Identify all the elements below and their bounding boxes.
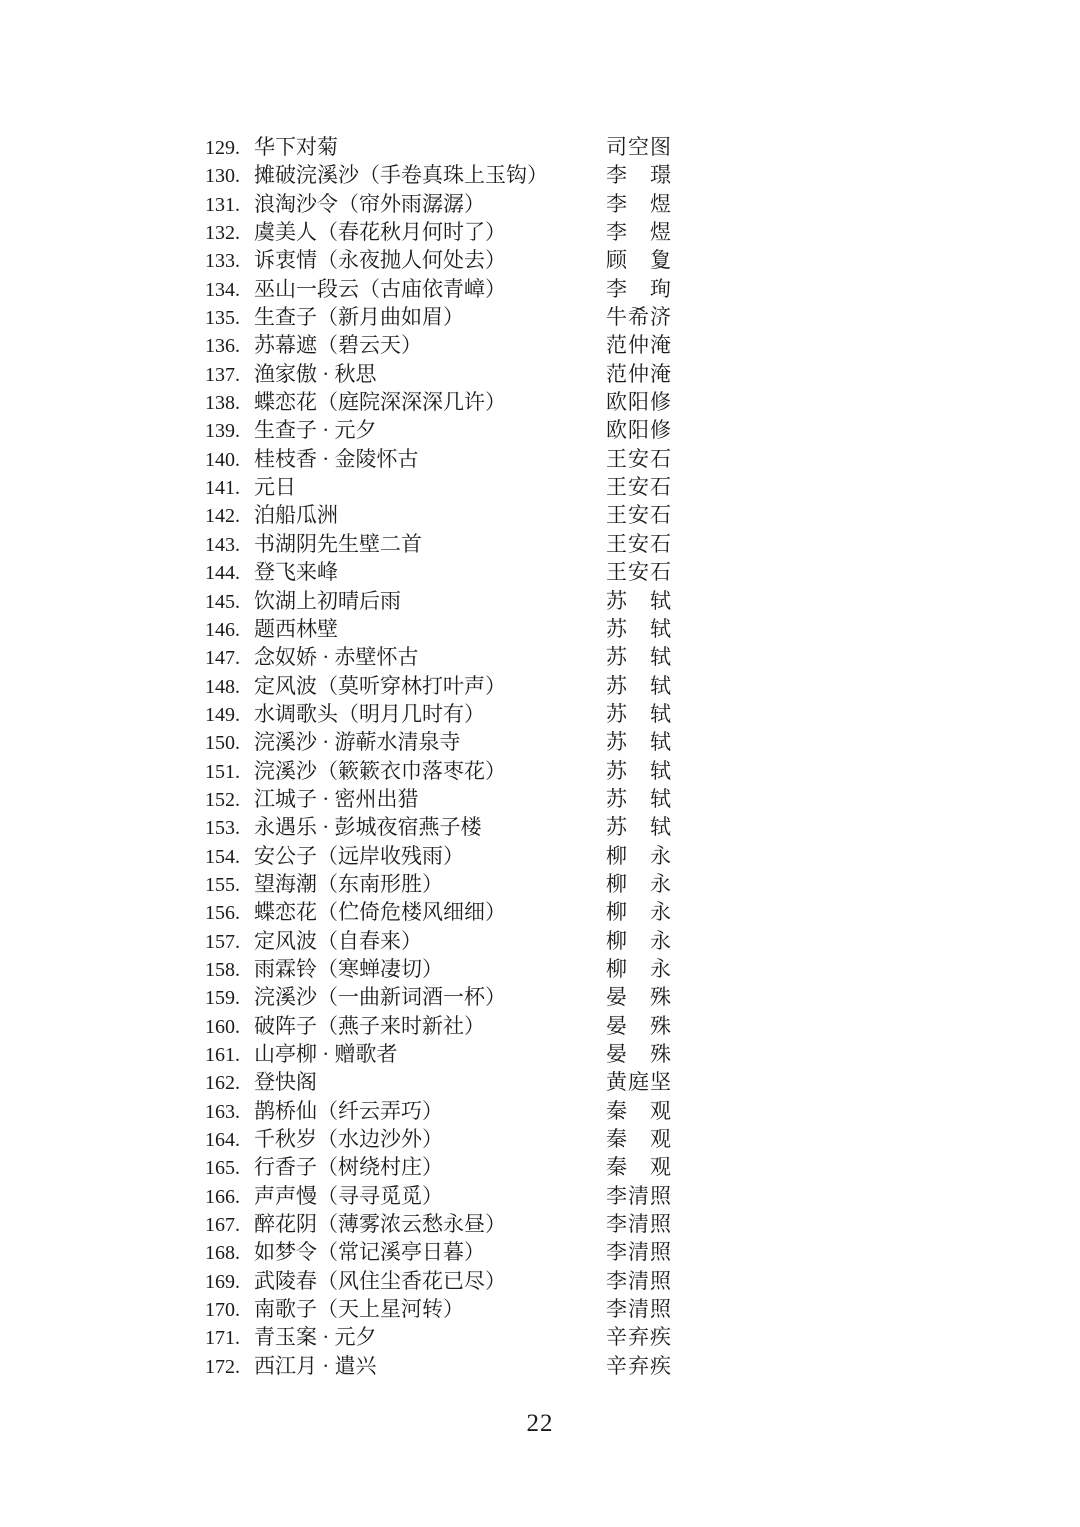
toc-entry bbox=[205, 161, 671, 189]
entry-title: 桂枝香 · 金陵怀古 bbox=[254, 446, 419, 471]
toc-entry bbox=[205, 1238, 671, 1266]
entry-title: 诉衷情（永夜抛人何处去） bbox=[254, 248, 506, 273]
entry-author: 王安石 bbox=[606, 446, 671, 471]
entry-title: 饮湖上初晴后雨 bbox=[254, 588, 401, 613]
toc-entry bbox=[205, 1323, 671, 1351]
toc-entry bbox=[205, 275, 671, 303]
entry-author: 李清照 bbox=[606, 1297, 671, 1322]
entry-number: 148. bbox=[205, 675, 240, 698]
toc-entry bbox=[205, 445, 671, 473]
entry-title: 醉花阴（薄雾浓云愁永昼） bbox=[254, 1212, 506, 1237]
entry-title: 江城子 · 密州出猎 bbox=[254, 786, 419, 811]
entry-number: 152. bbox=[205, 788, 240, 811]
entry-number: 135. bbox=[205, 307, 240, 330]
entry-number: 134. bbox=[205, 278, 240, 301]
toc-entry bbox=[205, 558, 671, 586]
toc-entry bbox=[205, 133, 671, 161]
toc-entry bbox=[205, 587, 671, 615]
entry-title: 浣溪沙（簌簌衣巾落枣花） bbox=[254, 758, 506, 783]
entry-title: 生查子 · 元夕 bbox=[254, 418, 377, 443]
entry-number: 131. bbox=[205, 193, 240, 216]
entry-number: 164. bbox=[205, 1129, 240, 1152]
entry-title: 元日 bbox=[254, 475, 296, 500]
entry-number: 141. bbox=[205, 477, 240, 500]
entry-title: 摊破浣溪沙（手卷真珠上玉钩） bbox=[254, 163, 548, 188]
entry-author: 王安石 bbox=[606, 560, 671, 585]
entry-number: 133. bbox=[205, 250, 240, 273]
entry-number: 165. bbox=[205, 1157, 240, 1180]
entry-author: 司空图 bbox=[606, 135, 671, 159]
entry-number: 166. bbox=[205, 1185, 240, 1208]
entry-title: 浣溪沙（一曲新词酒一杯） bbox=[254, 985, 506, 1010]
toc-entry bbox=[205, 190, 671, 218]
entry-author: 李煜 bbox=[606, 220, 671, 245]
entry-number: 153. bbox=[205, 817, 240, 840]
entry-title: 华下对菊 bbox=[254, 135, 338, 159]
entry-number: 155. bbox=[205, 873, 240, 896]
entry-title: 登飞来峰 bbox=[254, 560, 338, 585]
entry-title: 西江月 · 遣兴 bbox=[254, 1353, 377, 1378]
toc-entry bbox=[205, 643, 671, 671]
toc-entry bbox=[205, 813, 671, 841]
entry-number: 168. bbox=[205, 1242, 240, 1265]
toc-entry bbox=[205, 983, 671, 1011]
entry-number: 154. bbox=[205, 845, 240, 868]
entry-author: 李清照 bbox=[606, 1240, 671, 1265]
entry-number: 172. bbox=[205, 1355, 240, 1378]
entry-author: 顾夐 bbox=[606, 248, 671, 273]
entry-author: 柳永 bbox=[606, 956, 671, 981]
entry-title: 破阵子（燕子来时新社） bbox=[254, 1013, 485, 1038]
toc-entry bbox=[205, 1125, 671, 1153]
entry-title: 如梦令（常记溪亭日暮） bbox=[254, 1240, 485, 1265]
entry-author: 辛弃疾 bbox=[606, 1353, 671, 1378]
entry-author: 李清照 bbox=[606, 1183, 671, 1208]
entry-author: 晏殊 bbox=[606, 1013, 671, 1038]
entry-author: 苏轼 bbox=[606, 758, 671, 783]
entry-title: 定风波（自春来） bbox=[254, 928, 422, 953]
entry-author: 李璟 bbox=[606, 163, 671, 188]
entry-title: 安公子（远岸收残雨） bbox=[254, 843, 464, 868]
entry-title: 青玉案 · 元夕 bbox=[254, 1325, 377, 1350]
entry-author: 晏殊 bbox=[606, 985, 671, 1010]
entry-author: 苏轼 bbox=[606, 730, 671, 755]
entry-author: 王安石 bbox=[606, 475, 671, 500]
toc-entry bbox=[205, 1267, 671, 1295]
entry-number: 145. bbox=[205, 590, 240, 613]
entry-author: 范仲淹 bbox=[606, 333, 671, 358]
entry-number: 138. bbox=[205, 392, 240, 415]
entry-number: 147. bbox=[205, 647, 240, 670]
entry-author: 晏殊 bbox=[606, 1042, 671, 1066]
toc-entry bbox=[205, 615, 671, 643]
entry-number: 150. bbox=[205, 732, 240, 755]
entry-number: 137. bbox=[205, 363, 240, 386]
entry-number: 156. bbox=[205, 902, 240, 925]
entry-title: 题西林壁 bbox=[254, 616, 338, 641]
entry-title: 登快阁 bbox=[254, 1070, 317, 1095]
entry-title: 武陵春（风住尘香花已尽） bbox=[254, 1268, 506, 1293]
entry-number: 161. bbox=[205, 1044, 240, 1066]
entry-title: 虞美人（春花秋月何时了） bbox=[254, 220, 506, 245]
entry-number: 171. bbox=[205, 1327, 240, 1350]
entry-author: 苏轼 bbox=[606, 645, 671, 670]
entry-number: 144. bbox=[205, 562, 240, 585]
entry-number: 132. bbox=[205, 222, 240, 245]
entry-title: 定风波（莫听穿林打叶声） bbox=[254, 673, 506, 698]
toc-entry bbox=[205, 218, 671, 246]
entry-title: 雨霖铃（寒蝉凄切） bbox=[254, 956, 443, 981]
entry-number: 170. bbox=[205, 1299, 240, 1322]
toc-entry bbox=[205, 955, 671, 983]
toc-entry bbox=[205, 700, 671, 728]
entry-title: 水调歌头（明月几时有） bbox=[254, 701, 485, 726]
entry-author: 柳永 bbox=[606, 928, 671, 953]
toc-entry bbox=[205, 530, 671, 558]
toc-entry bbox=[205, 1068, 671, 1096]
entry-author: 李清照 bbox=[606, 1268, 671, 1293]
entry-author: 李清照 bbox=[606, 1212, 671, 1237]
toc-entry bbox=[205, 416, 671, 444]
page-number: 22 bbox=[526, 1410, 554, 1437]
entry-author: 黄庭坚 bbox=[606, 1070, 671, 1095]
toc-entry bbox=[205, 927, 671, 955]
entry-number: 167. bbox=[205, 1214, 240, 1237]
entry-author: 柳永 bbox=[606, 843, 671, 868]
toc-list bbox=[205, 133, 671, 1380]
entry-title: 巫山一段云（古庙依青嶂） bbox=[254, 276, 506, 301]
entry-title: 行香子（树绕村庄） bbox=[254, 1155, 443, 1180]
toc-entry bbox=[205, 1040, 671, 1068]
entry-author: 李煜 bbox=[606, 191, 671, 216]
entry-number: 169. bbox=[205, 1270, 240, 1293]
entry-number: 142. bbox=[205, 505, 240, 528]
entry-number: 157. bbox=[205, 930, 240, 953]
toc-entry bbox=[205, 870, 671, 898]
toc-entry bbox=[205, 360, 671, 388]
toc-entry bbox=[205, 1182, 671, 1210]
entry-author: 苏轼 bbox=[606, 588, 671, 613]
entry-author: 苏轼 bbox=[606, 701, 671, 726]
toc-entry bbox=[205, 785, 671, 813]
entry-number: 130. bbox=[205, 165, 240, 188]
entry-number: 151. bbox=[205, 760, 240, 783]
entry-number: 146. bbox=[205, 618, 240, 641]
entry-author: 欧阳修 bbox=[606, 418, 671, 443]
entry-author: 秦观 bbox=[606, 1127, 671, 1152]
toc-entry bbox=[205, 842, 671, 870]
entry-title: 千秋岁（水边沙外） bbox=[254, 1127, 443, 1152]
toc-entry bbox=[205, 501, 671, 529]
toc-entry bbox=[205, 1352, 671, 1380]
toc-entry bbox=[205, 1210, 671, 1238]
entry-title: 浣溪沙 · 游蕲水清泉寺 bbox=[254, 730, 461, 755]
entry-title: 书湖阴先生壁二首 bbox=[254, 531, 422, 556]
entry-author: 苏轼 bbox=[606, 815, 671, 840]
entry-author: 柳永 bbox=[606, 900, 671, 925]
toc-entry bbox=[205, 331, 671, 359]
entry-title: 蝶恋花（庭院深深深几许） bbox=[254, 390, 506, 415]
toc-entry bbox=[205, 388, 671, 416]
entry-author: 苏轼 bbox=[606, 673, 671, 698]
toc-entry bbox=[205, 303, 671, 331]
entry-author: 牛希济 bbox=[606, 305, 671, 330]
entry-author: 苏轼 bbox=[606, 786, 671, 811]
entry-title: 泊船瓜洲 bbox=[254, 503, 338, 528]
entry-author: 欧阳修 bbox=[606, 390, 671, 415]
toc-entry bbox=[205, 1012, 671, 1040]
entry-title: 南歌子（天上星河转） bbox=[254, 1297, 464, 1322]
entry-author: 柳永 bbox=[606, 871, 671, 896]
entry-number: 143. bbox=[205, 533, 240, 556]
entry-number: 163. bbox=[205, 1100, 240, 1123]
entry-title: 望海潮（东南形胜） bbox=[254, 871, 443, 896]
entry-title: 渔家傲 · 秋思 bbox=[254, 361, 377, 386]
entry-author: 苏轼 bbox=[606, 616, 671, 641]
entry-title: 生查子（新月曲如眉） bbox=[254, 305, 464, 330]
toc-entry bbox=[205, 1097, 671, 1125]
toc-entry bbox=[205, 898, 671, 926]
toc-entry bbox=[205, 1153, 671, 1181]
toc-entry bbox=[205, 757, 671, 785]
toc-entry bbox=[205, 728, 671, 756]
entry-title: 鹊桥仙（纤云弄巧） bbox=[254, 1098, 443, 1123]
entry-number: 139. bbox=[205, 420, 240, 443]
toc-entry bbox=[205, 672, 671, 700]
entry-author: 范仲淹 bbox=[606, 361, 671, 386]
entry-number: 160. bbox=[205, 1015, 240, 1038]
entry-author: 辛弃疾 bbox=[606, 1325, 671, 1350]
entry-title: 苏幕遮（碧云天） bbox=[254, 333, 422, 358]
entry-title: 蝶恋花（伫倚危楼风细细） bbox=[254, 900, 506, 925]
entry-title: 山亭柳 · 赠歌者 bbox=[254, 1042, 398, 1066]
entry-title: 声声慢（寻寻觅觅） bbox=[254, 1183, 443, 1208]
entry-author: 秦观 bbox=[606, 1098, 671, 1123]
entry-number: 129. bbox=[205, 137, 240, 159]
toc-entry bbox=[205, 246, 671, 274]
entry-number: 149. bbox=[205, 703, 240, 726]
toc-entry bbox=[205, 473, 671, 501]
entry-title: 浪淘沙令（帘外雨潺潺） bbox=[254, 191, 485, 216]
entry-author: 李珣 bbox=[606, 276, 671, 301]
entry-number: 136. bbox=[205, 335, 240, 358]
entry-title: 念奴娇 · 赤壁怀古 bbox=[254, 645, 419, 670]
entry-number: 158. bbox=[205, 958, 240, 981]
entry-author: 王安石 bbox=[606, 531, 671, 556]
entry-author: 王安石 bbox=[606, 503, 671, 528]
toc-entry bbox=[205, 1295, 671, 1323]
entry-number: 162. bbox=[205, 1072, 240, 1095]
entry-title: 永遇乐 · 彭城夜宿燕子楼 bbox=[254, 815, 482, 840]
entry-number: 140. bbox=[205, 448, 240, 471]
entry-number: 159. bbox=[205, 987, 240, 1010]
entry-author: 秦观 bbox=[606, 1155, 671, 1180]
